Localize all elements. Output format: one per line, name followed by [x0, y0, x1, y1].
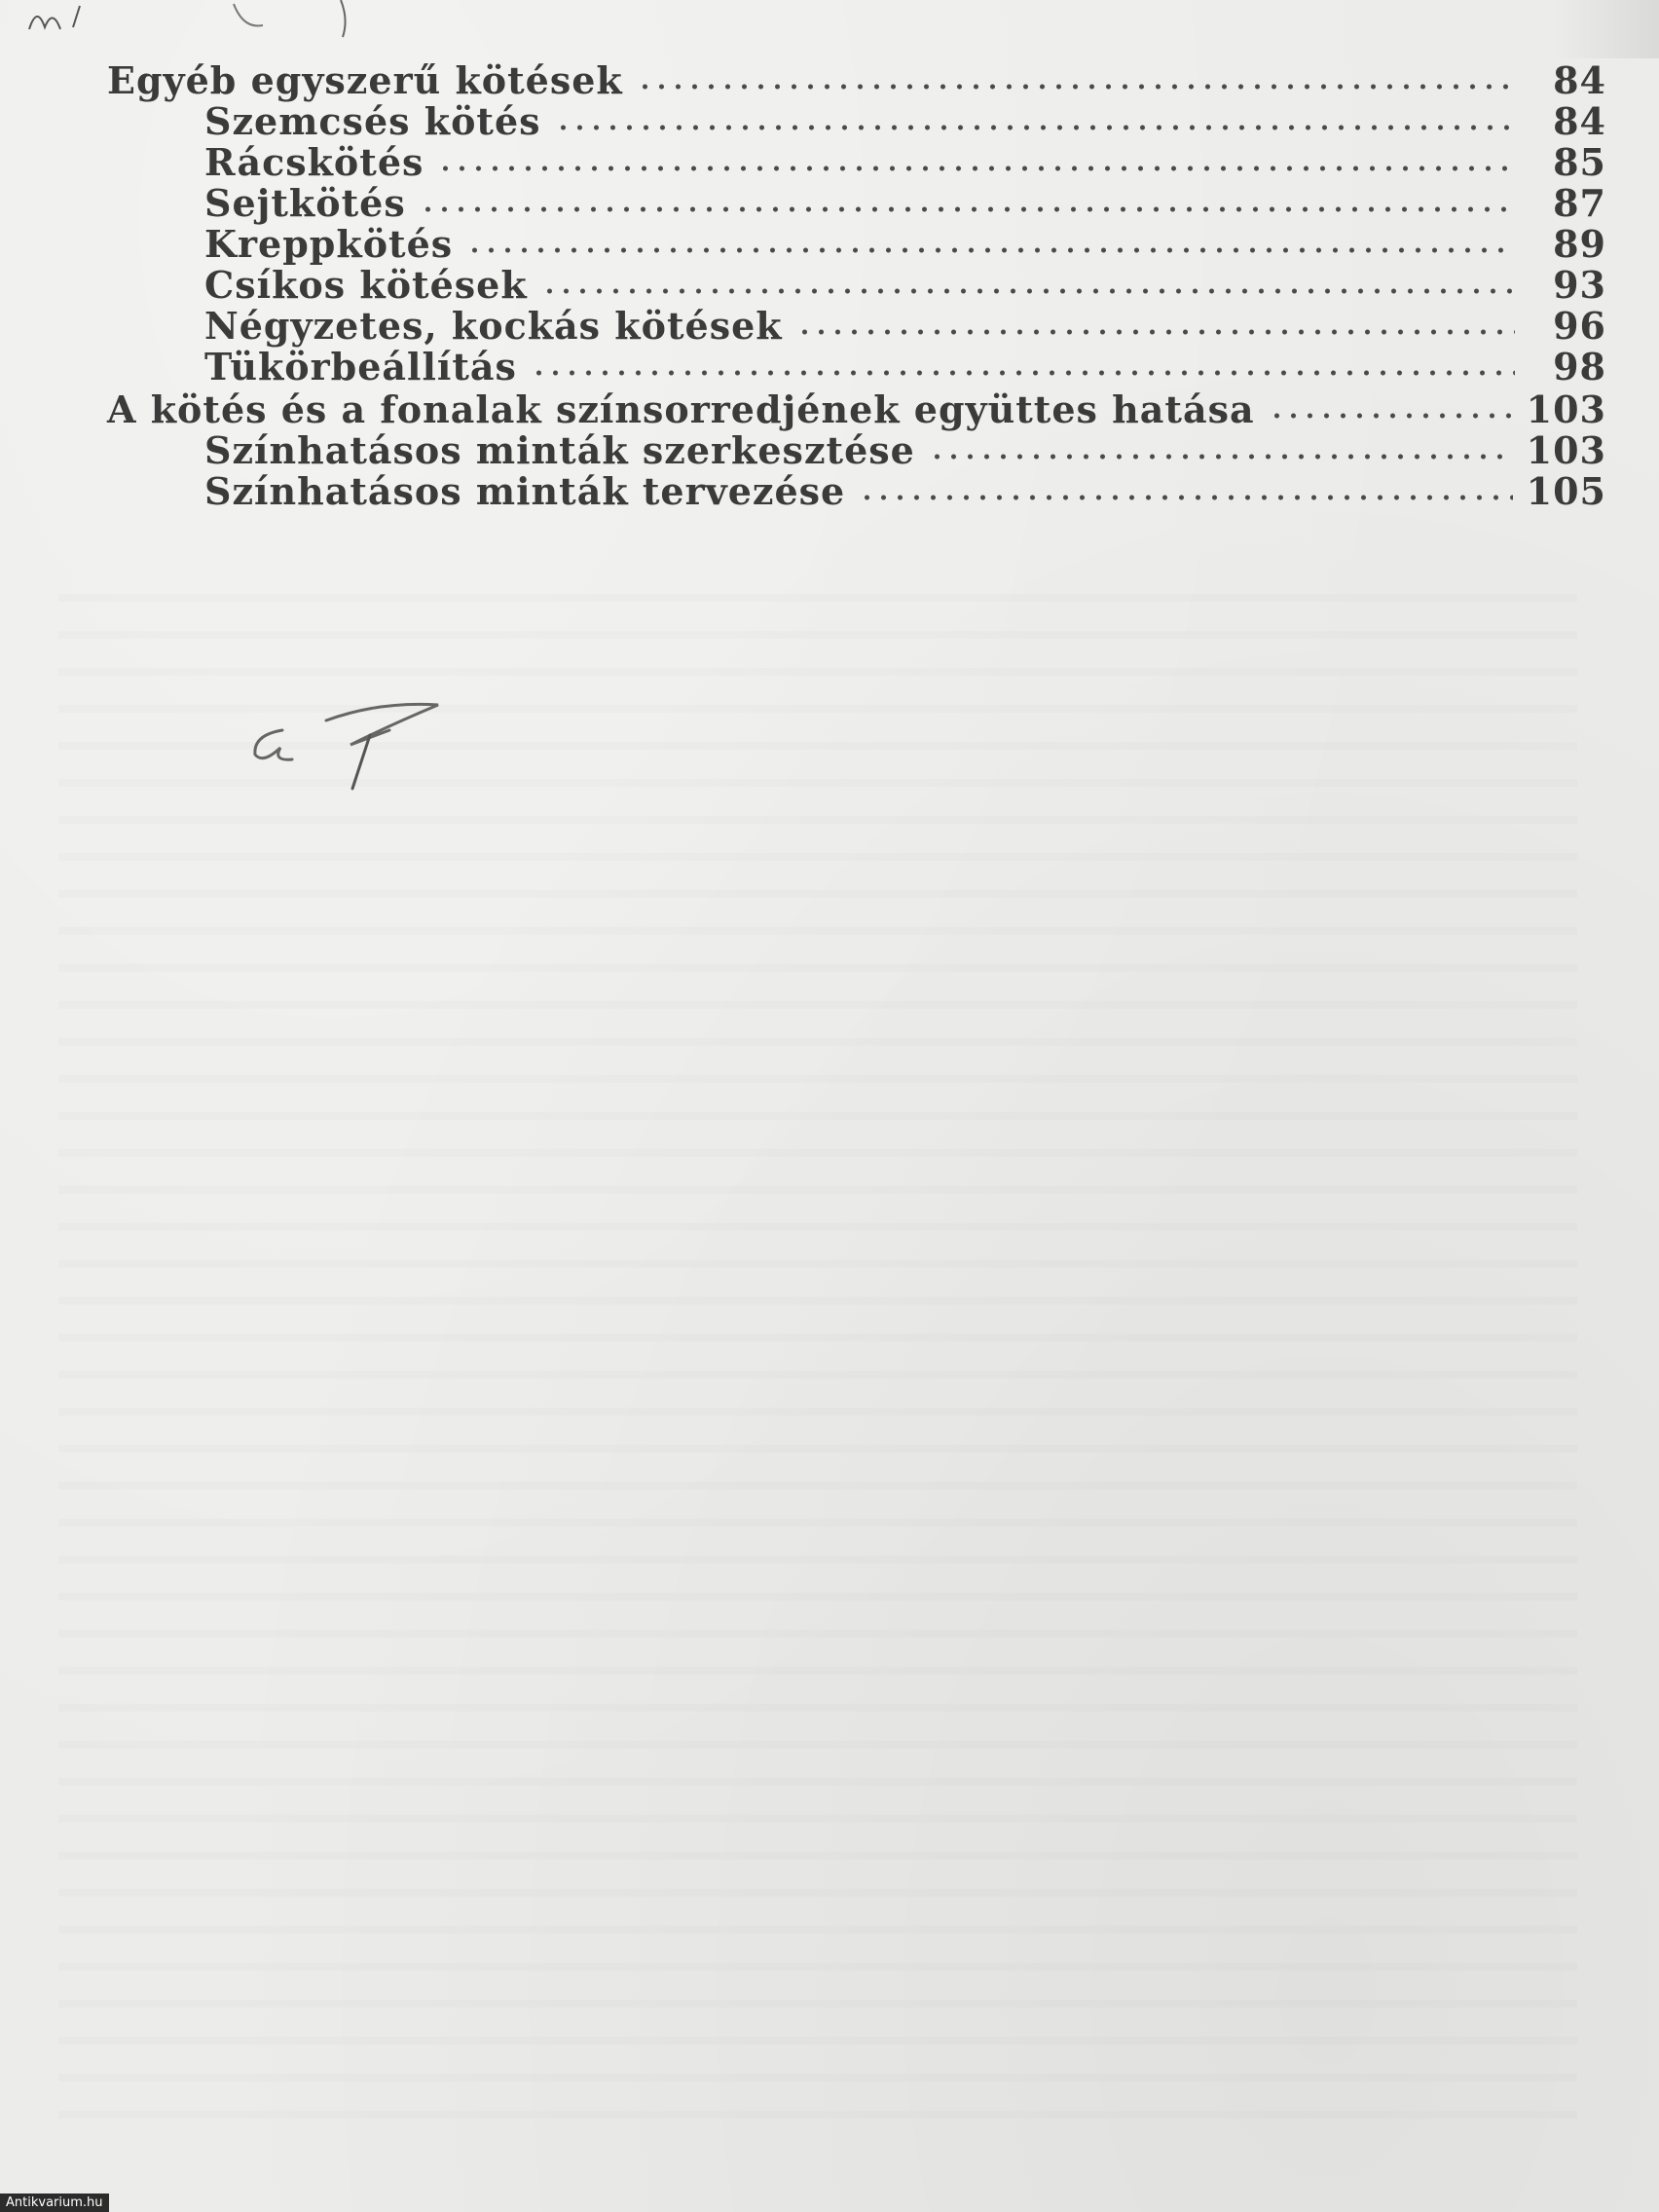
toc-entry-page: 84	[1553, 58, 1606, 102]
toc-entry-title: A kötés és a fonalak színsorredjének együttes hatása	[107, 387, 1255, 431]
toc-leader-dots	[437, 164, 1515, 173]
toc-leader-dots	[637, 82, 1515, 92]
toc-entry	[97, 387, 1606, 431]
toc-entry	[97, 58, 1606, 102]
toc-entry	[97, 345, 1606, 386]
toc-leader-dots	[541, 286, 1515, 296]
toc-entry-title: Rácskötés	[204, 140, 424, 184]
toc-leader-dots	[859, 493, 1512, 502]
toc-entry-page: 85	[1553, 140, 1606, 184]
toc-entry-title: Színhatásos minták tervezése	[204, 469, 846, 513]
toc-leader-dots	[1269, 411, 1513, 421]
toc-entry-title: Sejtkötés	[204, 181, 406, 225]
toc-leader-dots	[466, 245, 1515, 255]
pencil-scribble-top	[19, 0, 350, 39]
toc-entry	[97, 181, 1606, 225]
toc-entry-title: Tükörbeállítás	[204, 345, 517, 388]
toc-entry-title: Négyzetes, kockás kötések	[204, 304, 783, 348]
toc-leader-dots	[929, 452, 1513, 461]
toc-entry-page: 103	[1526, 428, 1606, 472]
toc-entry-page: 96	[1553, 304, 1606, 348]
toc-entry	[97, 469, 1606, 513]
toc-entry	[97, 99, 1606, 143]
toc-entry	[97, 263, 1606, 307]
toc-entry-page: 89	[1553, 222, 1606, 266]
toc-entry	[97, 304, 1606, 348]
toc-leader-dots	[555, 123, 1515, 132]
toc-leader-dots	[420, 204, 1515, 214]
toc-leader-dots	[796, 327, 1515, 337]
toc-entry-title: Kreppkötés	[204, 222, 454, 266]
toc-entry-page: 93	[1553, 263, 1606, 307]
toc-entry-page: 98	[1553, 345, 1606, 388]
toc-entry-page: 103	[1526, 387, 1606, 431]
toc-entry-title: Szemcsés kötés	[204, 99, 541, 143]
page-edge-shadow	[1552, 0, 1659, 58]
toc-entry	[97, 222, 1606, 266]
toc-entry-page: 87	[1553, 181, 1606, 225]
show-through-text	[58, 565, 1577, 2122]
table-of-contents	[97, 58, 1606, 513]
pencil-signature	[243, 691, 458, 798]
toc-entry-title: Csíkos kötések	[204, 263, 528, 307]
toc-entry	[97, 140, 1606, 184]
toc-entry-title: Egyéb egyszerű kötések	[107, 58, 623, 102]
toc-entry-page: 105	[1526, 469, 1606, 513]
toc-entry-title: Színhatásos minták szerkesztése	[204, 428, 915, 472]
watermark-label: Antikvarium.hu	[0, 2194, 109, 2212]
toc-leader-dots	[531, 368, 1515, 378]
toc-entry-page: 84	[1553, 99, 1606, 143]
toc-entry	[97, 428, 1606, 472]
